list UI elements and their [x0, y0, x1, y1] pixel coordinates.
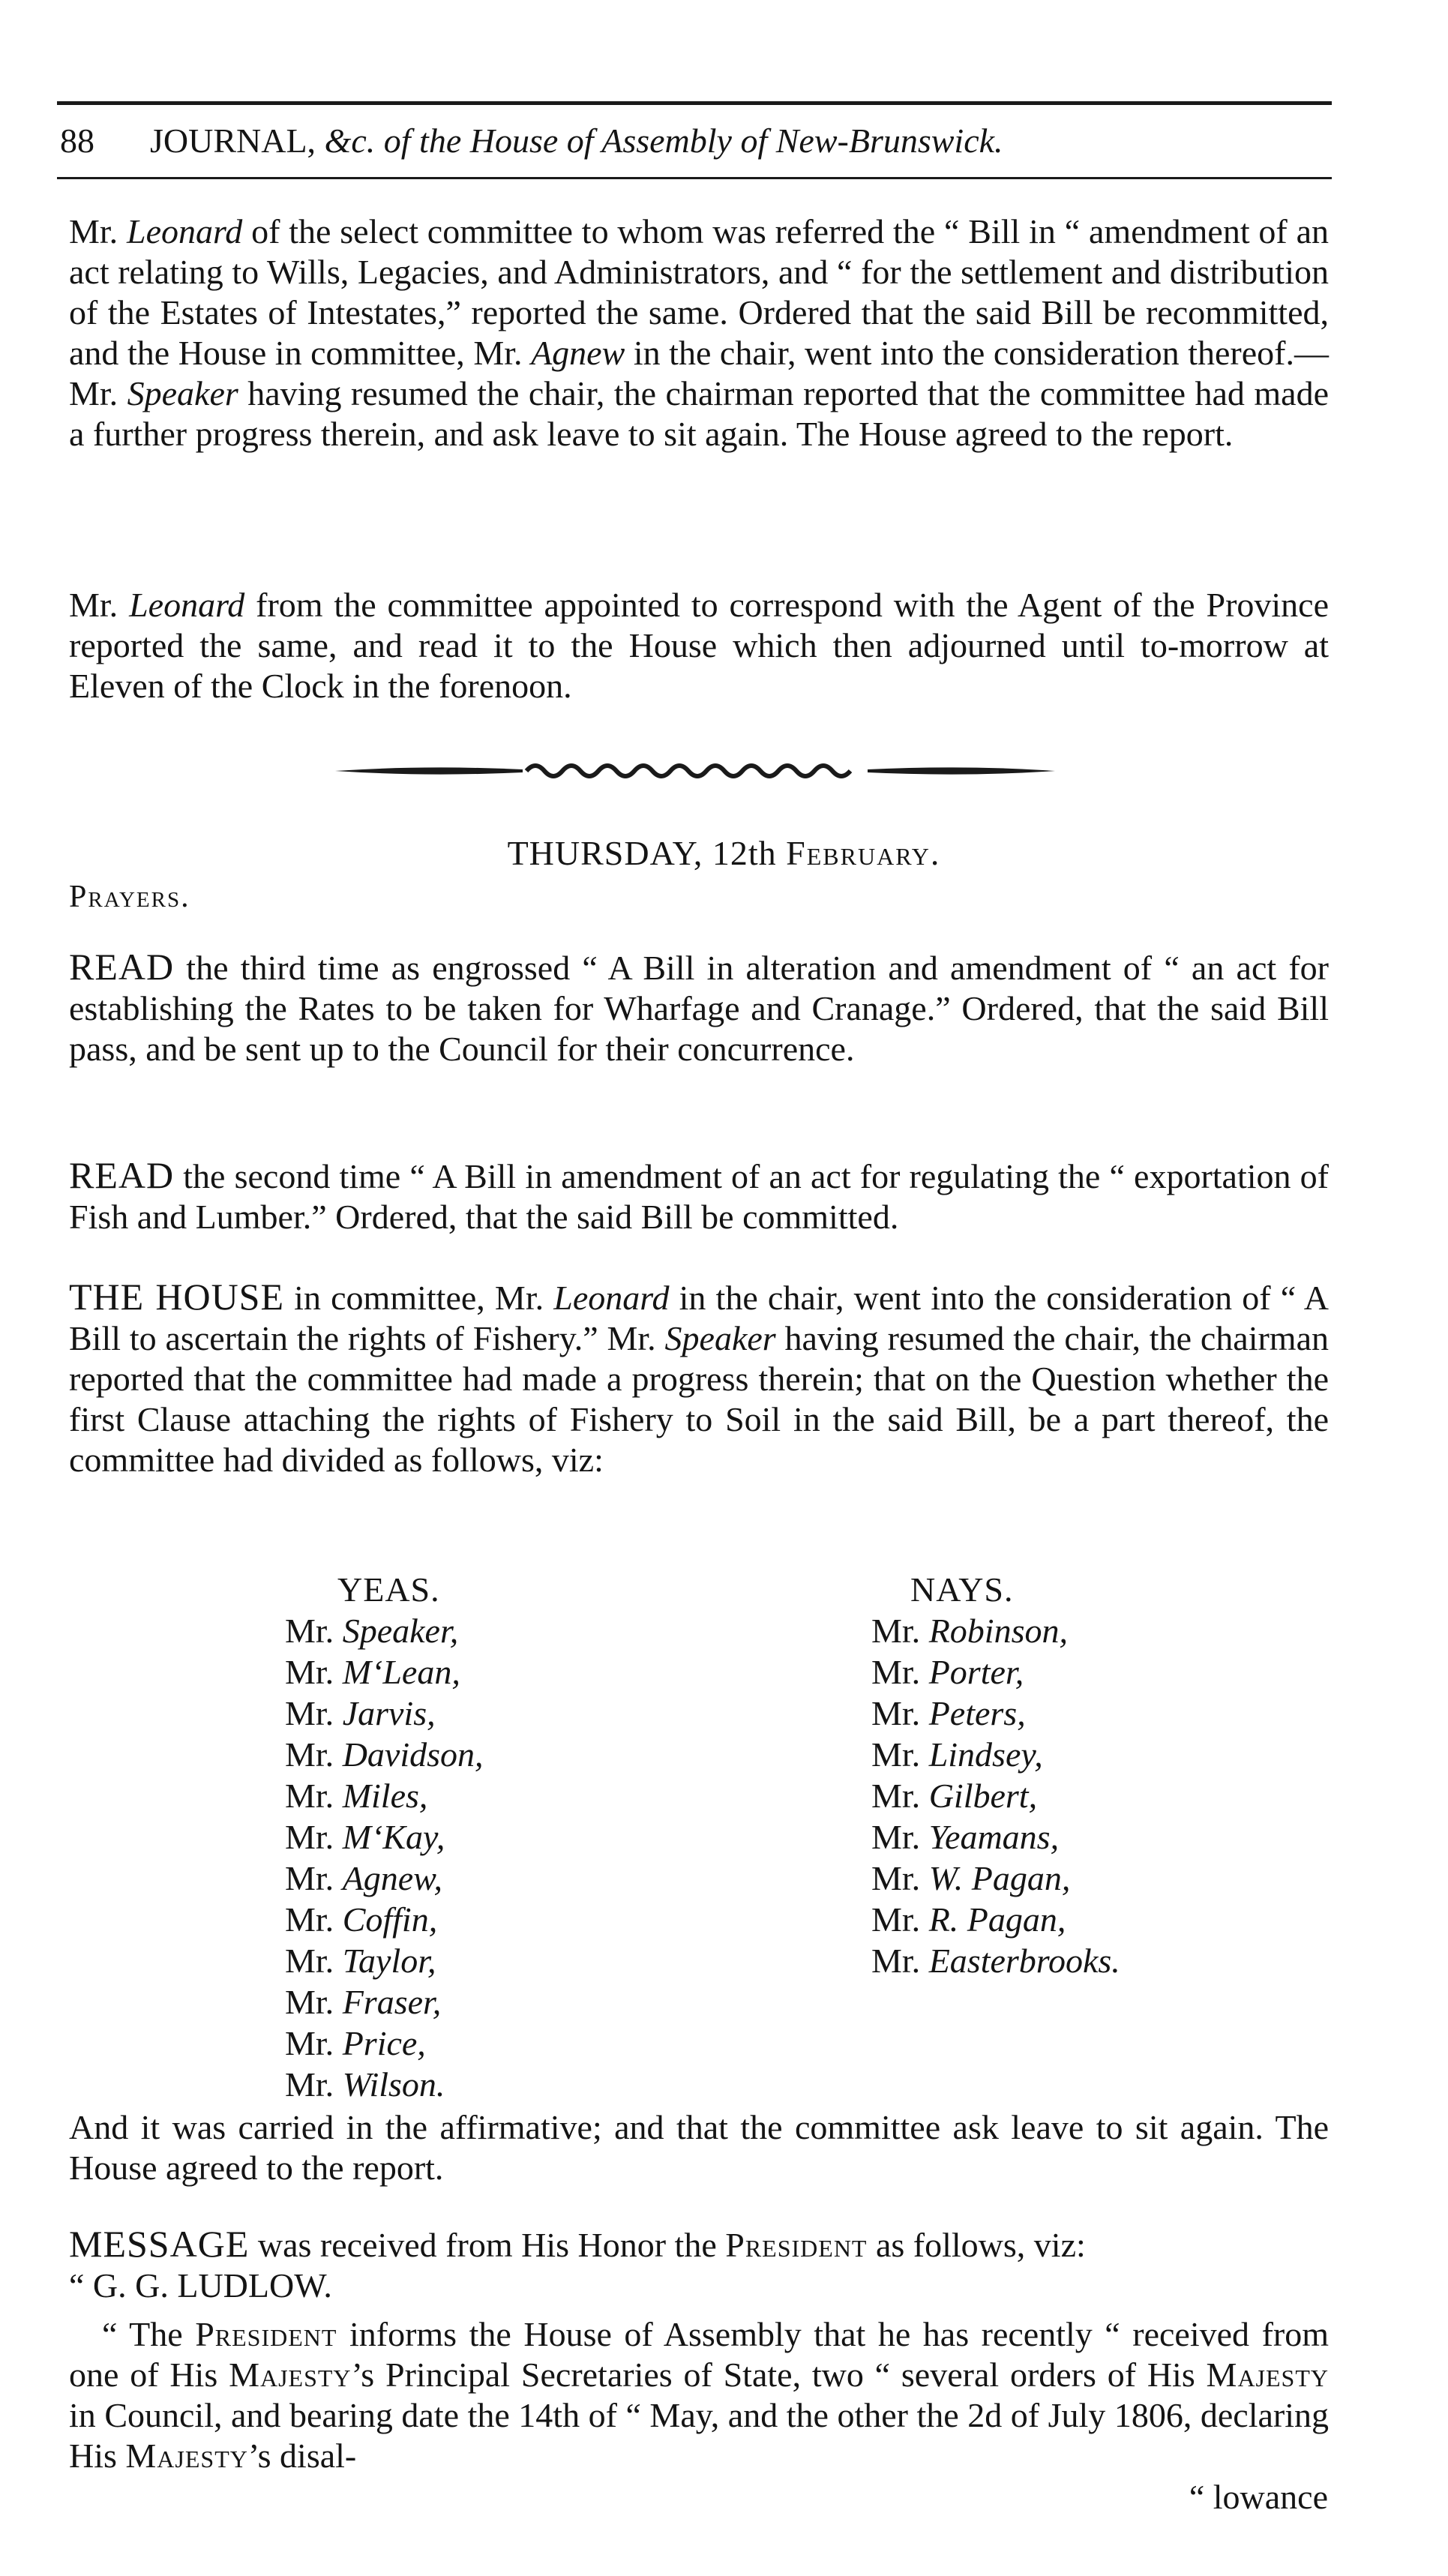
honorific: Mr.	[871, 1694, 929, 1732]
text-run: in the chair, went into the consideration thereof.—Mr.	[69, 334, 1329, 412]
text-run: in committee, Mr.	[284, 1279, 554, 1317]
member-name: Robinson,	[928, 1612, 1068, 1650]
member-name: Agnew	[531, 334, 625, 372]
nays-member	[871, 1816, 1261, 1858]
yeas-member	[285, 1693, 675, 1734]
yeas-member	[285, 1610, 675, 1651]
paragraph-affirmative	[69, 2107, 1329, 2188]
text-run: ’s Principal Secretaries of State, two “ several orders of His	[351, 2356, 1207, 2394]
honorific: Mr.	[285, 1900, 343, 1939]
member-name: Agnew,	[342, 1859, 442, 1897]
title-president: President	[195, 2315, 337, 2353]
honorific: Mr.	[285, 1694, 343, 1732]
paragraph-message	[69, 2224, 1329, 2266]
text-run: in the chair, went into the consideration of “ A Bill to ascertain the rights of Fishery.” Mr.	[69, 1279, 1329, 1357]
nays-member	[871, 1610, 1261, 1651]
member-name: Porter,	[928, 1653, 1024, 1691]
member-name: Leonard	[127, 212, 243, 250]
running-header	[60, 112, 1335, 169]
member-name: Price,	[342, 2024, 426, 2062]
honorific: Mr.	[871, 1777, 929, 1815]
yeas-member	[285, 1981, 675, 2023]
yeas-member	[285, 1858, 675, 1899]
honorific: Mr.	[871, 1653, 929, 1691]
nays-member	[871, 1693, 1261, 1734]
text-run: having resumed the chair, the chairman reported that the committee had made a further progress therein, and ask leave to sit again. The House agreed to the report.	[69, 374, 1329, 453]
member-name: M‘Kay,	[342, 1818, 445, 1856]
member-name: Davidson,	[342, 1735, 484, 1774]
honorific: Mr.	[871, 1900, 929, 1939]
member-name: W. Pagan,	[928, 1859, 1071, 1897]
text-run: from the committee appointed to correspond with the Agent of the Province reported the same, and read it to the House which then adjourned until to-morrow at Eleven of the Clock in the forenoon.	[69, 586, 1329, 705]
header-rule	[57, 177, 1332, 179]
honorific: Mr.	[871, 1818, 929, 1856]
nays-member	[871, 1858, 1261, 1899]
member-name: Jarvis,	[342, 1694, 436, 1732]
paragraph-wharfage-bill	[69, 946, 1329, 1069]
title-majesty: Majesty	[125, 2437, 248, 2475]
nays-member	[871, 1651, 1261, 1693]
nays-member	[871, 1899, 1261, 1940]
paragraph-wills-bill	[69, 211, 1329, 454]
header-title-main: JOURNAL,	[150, 121, 316, 160]
honorific: Mr.	[871, 1612, 929, 1650]
member-name: Miles,	[342, 1777, 428, 1815]
text-run: Mr.	[69, 212, 127, 250]
member-name: R. Pagan,	[928, 1900, 1066, 1939]
paragraph-agent-report	[69, 585, 1329, 706]
yeas-member	[285, 1734, 675, 1775]
honorific: Mr.	[285, 1859, 343, 1897]
date-heading	[0, 832, 1448, 874]
lead-word: THE HOUSE	[69, 1276, 285, 1318]
honorific: Mr.	[871, 1735, 929, 1774]
text-run: was received from His Honor the	[249, 2226, 726, 2264]
honorific: Mr.	[285, 1735, 343, 1774]
paragraph-fish-lumber-bill	[69, 1155, 1329, 1237]
member-name: Gilbert,	[928, 1777, 1038, 1815]
ornamental-rule	[335, 759, 1055, 783]
prayers-label: Prayers.	[69, 880, 190, 914]
lead-word: READ	[69, 1154, 175, 1196]
member-name: M‘Lean,	[342, 1653, 460, 1691]
honorific: Mr.	[285, 1653, 343, 1691]
member-name: Coffin,	[342, 1900, 438, 1939]
lead-word: MESSAGE	[69, 2223, 250, 2265]
text-run: in Council, and bearing date the 14th of “ May, and the other the 2d of July 1806, declaring His	[69, 2396, 1329, 2475]
honorific: Mr.	[285, 1942, 343, 1980]
honorific: Mr.	[285, 2065, 343, 2104]
member-name: Taylor,	[342, 1942, 436, 1980]
text-run: ’s disal-	[247, 2437, 357, 2475]
member-name: Lindsey,	[928, 1735, 1043, 1774]
lead-word: READ	[69, 946, 175, 988]
nays-heading: NAYS.	[910, 1570, 1014, 1609]
nays-member	[871, 1734, 1261, 1775]
paragraph-fishery-bill	[69, 1276, 1329, 1480]
honorific: Mr.	[285, 1777, 343, 1815]
yeas-member	[285, 1899, 675, 1940]
top-rule	[57, 101, 1332, 105]
member-name: Speaker	[664, 1319, 776, 1357]
member-name: Leonard	[553, 1279, 670, 1317]
member-name: Easterbrooks.	[928, 1942, 1120, 1980]
member-name: Speaker	[127, 374, 238, 412]
nays-member	[871, 1940, 1261, 1981]
paragraph-president-message	[69, 2314, 1329, 2476]
text-run: of the select committee to whom was referred the “ Bill in “ amendment of an act relating to Wills, Legacies, and Administrators, and “ for the settlement and distribution of the Estates of Intestates,” reported the same. Ordered that the said Bill be recommitted, and the House in committee, Mr.	[69, 212, 1330, 372]
member-name: Speaker,	[342, 1612, 459, 1650]
date-day: THURSDAY, 12th	[507, 834, 787, 872]
page-number: 88	[60, 121, 94, 160]
title-president: President	[725, 2226, 868, 2264]
member-name: Peters,	[928, 1694, 1026, 1732]
text-run: And it was carried in the affirmative; and that the committee ask leave to sit again. The House agreed to the report.	[69, 2108, 1329, 2187]
nays-member	[871, 1775, 1261, 1816]
nays-column	[871, 1569, 1261, 1981]
text-run: Mr.	[69, 586, 130, 624]
yeas-member	[285, 1775, 675, 1816]
title-majesty: Majesty	[1206, 2356, 1330, 2394]
yeas-member	[285, 2064, 675, 2105]
yeas-column	[285, 1569, 675, 2105]
yeas-member	[285, 1651, 675, 1693]
honorific: Mr.	[285, 1983, 343, 2021]
honorific: Mr.	[871, 1859, 929, 1897]
honorific: Mr.	[285, 1612, 343, 1650]
member-name: Yeamans,	[928, 1818, 1060, 1856]
nays-list	[871, 1610, 1261, 1981]
member-name: Wilson.	[342, 2065, 445, 2104]
yeas-member	[285, 2023, 675, 2064]
header-title-rest: of the House of Assembly of New-Brunswick.	[383, 121, 1003, 160]
date-month: February.	[786, 834, 941, 872]
yeas-member	[285, 1940, 675, 1981]
text-run: as follows, viz:	[867, 2226, 1086, 2264]
member-name: Leonard	[129, 586, 245, 624]
text-run: having resumed the chair, the chairman reported that the committee had made a progress therein; that on the Question whether the first Clause attaching the rights of Fishery to Soil in the said Bill, be a part thereof, the committee had divided as follows, viz:	[69, 1319, 1329, 1479]
text-run: “ The	[102, 2315, 196, 2353]
text-run: the third time as engrossed “ A Bill in alteration and amendment of “ an act for establishing the Rates to be taken for Wharfage and Cranage.” Ordered, that the said Bill pass, and be sent up to the Council for their concurrence.	[69, 949, 1329, 1068]
yeas-list	[285, 1610, 675, 2105]
text-run: informs the House of Assembly that he has recently “ received from one of His	[69, 2315, 1329, 2394]
header-title-abbr: &c.	[324, 121, 376, 160]
yeas-member	[285, 1816, 675, 1858]
title-majesty: Majesty	[229, 2356, 352, 2394]
honorific: Mr.	[871, 1942, 929, 1980]
catchword: “ lowance	[1189, 2478, 1328, 2516]
signature-ludlow: “ G. G. LUDLOW.	[69, 2266, 332, 2305]
honorific: Mr.	[285, 1818, 343, 1856]
yeas-heading: YEAS.	[337, 1570, 440, 1609]
member-name: Fraser,	[342, 1983, 442, 2021]
honorific: Mr.	[285, 2024, 343, 2062]
text-run: the second time “ A Bill in amendment of an act for regulating the “ exportation of Fish and Lumber.” Ordered, that the said Bill be committed.	[69, 1157, 1329, 1236]
